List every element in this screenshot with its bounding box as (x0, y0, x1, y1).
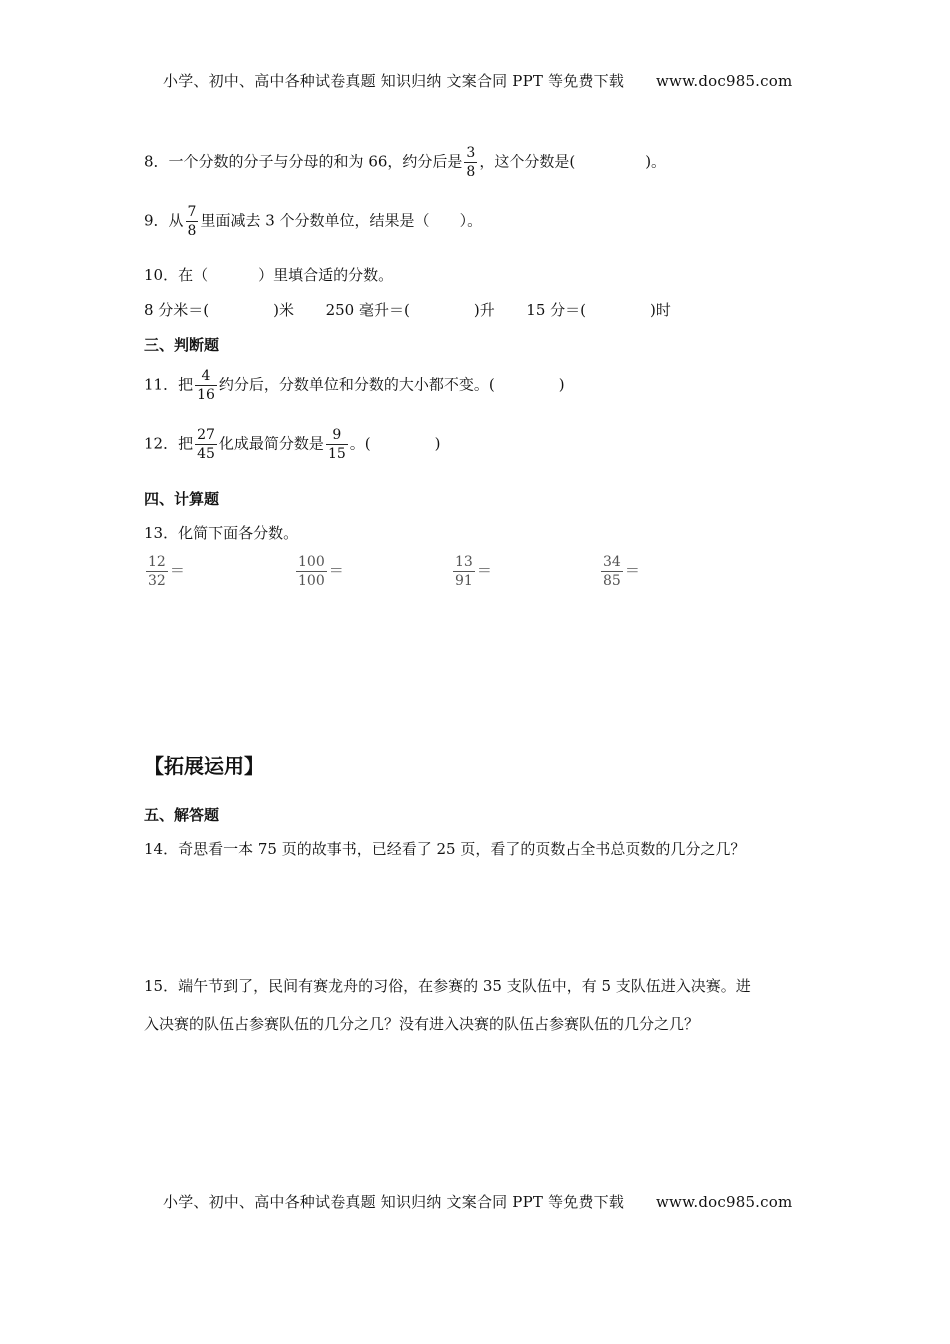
fill-item: 250 毫升＝( (325, 301, 410, 319)
footer-text: 小学、初中、高中各种试卷真题 知识归纳 文案合同 PPT 等免费下载 (163, 1193, 625, 1211)
fraction: $\frac{7}{8}$ (187, 204, 197, 239)
question-11 (144, 369, 565, 402)
question-8 (144, 146, 666, 179)
fraction: $\frac{34}{85}$ (603, 554, 621, 589)
question-text: 12．把 (144, 434, 194, 453)
fraction: $\frac{12}{32}$ (148, 554, 166, 589)
question-text: 里面减去 3 个分数单位，结果是（ (200, 211, 430, 230)
simplify-item: $\frac{12}{32}$ ＝ (148, 554, 185, 589)
question-15-line-1: 15．端午节到了，民间有赛龙舟的习俗，在参赛的 35 支队伍中，有 5 支队伍进入决赛。进 (144, 977, 751, 995)
fraction: $\frac{100}{100}$ (298, 554, 325, 589)
question-text: 。( (349, 434, 371, 453)
simplify-item: $\frac{34}{85}$ ＝ (603, 554, 640, 589)
question-text: 8．一个分数的分子与分母的和为 66，约分后是 (144, 152, 463, 171)
question-text: ) (558, 375, 565, 394)
fraction: $\frac{4}{16}$ (197, 368, 215, 403)
question-text: 约分后，分数单位和分数的大小都不变。( (218, 375, 495, 394)
question-text: ）里填合适的分数。 (258, 266, 394, 284)
question-12 (144, 428, 440, 461)
section-heading: 五、解答题 (144, 806, 220, 824)
question-10 (144, 264, 393, 285)
extension-title: 【拓展运用】 (144, 754, 264, 778)
fraction: $\frac{27}{45}$ (197, 427, 215, 462)
header-url: www.doc985.com (656, 72, 793, 90)
fraction: $\frac{9}{15}$ (327, 427, 346, 462)
page-header (163, 70, 792, 91)
question-text: ）。 (459, 211, 483, 230)
page-footer (163, 1191, 792, 1212)
question-text: 11．把 (144, 375, 194, 394)
section-heading: 四、计算题 (144, 490, 220, 508)
fraction: $\frac{13}{91}$ (455, 554, 473, 589)
question-9 (144, 205, 482, 238)
fraction: $\frac{3}{8}$ (466, 145, 476, 180)
question-text: 10．在（ (144, 266, 209, 284)
fill-item: )时 (650, 301, 671, 319)
question-text: ，这个分数是( (479, 152, 576, 171)
question-13: 13．化简下面各分数。 (144, 524, 299, 542)
simplify-item: $\frac{13}{91}$ ＝ (455, 554, 492, 589)
header-text: 小学、初中、高中各种试卷真题 知识归纳 文案合同 PPT 等免费下载 (163, 72, 625, 90)
fill-item: )升 (473, 301, 495, 319)
question-text: ) (434, 434, 441, 453)
fill-item: )米 (273, 301, 295, 319)
question-10-items (144, 299, 671, 320)
simplify-item: $\frac{100}{100}$ ＝ (298, 554, 344, 589)
fill-item: 8 分米＝( (144, 301, 210, 319)
fill-item: 15 分＝( (526, 301, 586, 319)
footer-url: www.doc985.com (656, 1193, 793, 1211)
question-15-line-2: 入决赛的队伍占参赛队伍的几分之几？没有进入决赛的队伍占参赛队伍的几分之几？ (144, 1015, 700, 1033)
section-heading: 三、判断题 (144, 336, 220, 354)
question-text: 9．从 (144, 211, 184, 230)
question-14: 14．奇思看一本 75 页的故事书，已经看了 25 页，看了的页数占全书总页数的几分之几？ (144, 840, 746, 858)
question-text: 化成最简分数是 (218, 434, 324, 453)
question-text: )。 (645, 152, 667, 171)
